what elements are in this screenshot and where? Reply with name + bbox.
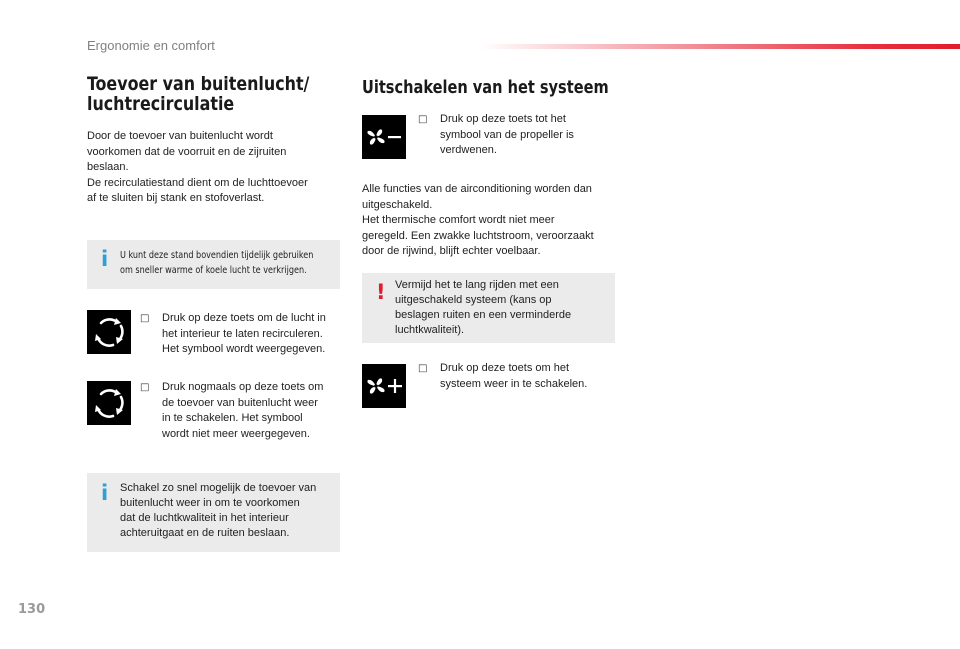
text-line: Het symbool wordt weergegeven. bbox=[162, 343, 326, 355]
left-heading bbox=[87, 74, 320, 114]
fan-minus-icon bbox=[362, 115, 406, 159]
fan-plus-icon bbox=[362, 364, 406, 408]
info-box-temporary-use bbox=[87, 240, 340, 289]
text-line: om sneller warme of koele lucht te verkrijgen. bbox=[120, 265, 307, 276]
text-line: Vermijd het te lang rijden met een bbox=[395, 279, 559, 291]
checkbox-bullet-icon: □ bbox=[418, 114, 428, 125]
text-line: beslaan. bbox=[87, 161, 129, 173]
text-line: geregeld. Een zwakke luchtstroom, veroorzaakt bbox=[362, 229, 594, 242]
checkbox-bullet-icon: □ bbox=[140, 313, 150, 324]
text-line: uitgeschakeld. bbox=[362, 198, 433, 211]
text-line: luchtkwaliteit). bbox=[395, 324, 465, 336]
text-line: verdwenen. bbox=[440, 144, 497, 156]
info-icon: i bbox=[101, 247, 109, 271]
text-line: Alle functies van de airconditioning worden dan bbox=[362, 183, 592, 195]
warning-icon: ! bbox=[376, 280, 386, 304]
info-box-text bbox=[120, 248, 313, 278]
text-line: wordt niet meer weergegeven. bbox=[162, 427, 310, 440]
text-line: dat de luchtkwaliteit in het interieur bbox=[120, 512, 289, 524]
text-line: in te schakelen. Het symbool bbox=[162, 412, 303, 424]
text-line: Druk nogmaals op deze toets om bbox=[162, 381, 324, 393]
info-box-outside-air bbox=[87, 473, 340, 552]
text-line: Door de toevoer van buitenlucht wordt bbox=[87, 130, 273, 142]
info-icon: i bbox=[101, 481, 109, 505]
text-line: De recirculatiestand dient om de luchttoevoer bbox=[87, 176, 308, 189]
text-line: het interieur te laten recirculeren. bbox=[162, 327, 323, 340]
text-line: buitenlucht weer in om te voorkomen bbox=[120, 497, 300, 509]
header-accent-rule bbox=[480, 44, 960, 49]
step-system-on bbox=[418, 361, 587, 392]
fan-off-button-icon bbox=[362, 115, 406, 159]
text-line: door de rijwind, blijft echter voelbaar. bbox=[362, 245, 541, 257]
page-number: 130 bbox=[18, 602, 46, 617]
checkbox-bullet-icon: □ bbox=[418, 363, 428, 374]
checkbox-bullet-icon: □ bbox=[140, 382, 150, 393]
step-recirculate-on bbox=[140, 311, 326, 358]
text-line: af te sluiten bij stank en stofoverlast. bbox=[87, 192, 265, 204]
right-heading-line: Uitschakelen van het systeem bbox=[362, 77, 609, 98]
text-line: voorkomen dat de voorruit en de zijruiten bbox=[87, 145, 287, 158]
right-heading bbox=[362, 78, 609, 98]
section-title: Ergonomie en comfort bbox=[87, 38, 215, 53]
text-line: systeem weer in te schakelen. bbox=[440, 377, 588, 390]
recirculation-icon bbox=[87, 310, 131, 354]
text-line: Schakel zo snel mogelijk de toevoer van bbox=[120, 482, 317, 494]
left-intro-paragraph bbox=[87, 129, 308, 207]
left-heading-line: Toevoer van buitenlucht/ bbox=[87, 73, 310, 95]
warning-box bbox=[362, 273, 615, 343]
recirculation-button-icon bbox=[87, 381, 131, 425]
text-line: U kunt deze stand bovendien tijdelijk gebruiken bbox=[120, 250, 314, 261]
recirculation-icon bbox=[87, 381, 131, 425]
info-box-text bbox=[120, 481, 316, 541]
recirculation-button-icon bbox=[87, 310, 131, 354]
right-body-paragraph bbox=[362, 182, 594, 260]
text-line: Druk op deze toets om de lucht in bbox=[162, 312, 326, 324]
text-line: Druk op deze toets om het bbox=[440, 362, 570, 374]
text-line: Druk op deze toets tot het bbox=[440, 113, 566, 125]
text-line: beslagen ruiten en een verminderde bbox=[395, 309, 572, 321]
fan-on-button-icon bbox=[362, 364, 406, 408]
text-line: achteruitgaat en de ruiten beslaan. bbox=[120, 527, 290, 539]
left-heading-line: luchtrecirculatie bbox=[87, 93, 235, 115]
text-line: Het thermische comfort wordt niet meer bbox=[362, 214, 555, 226]
step-system-off bbox=[418, 112, 574, 159]
warning-box-text bbox=[395, 278, 571, 338]
text-line: symbool van de propeller is bbox=[440, 128, 574, 141]
text-line: de toevoer van buitenlucht weer bbox=[162, 396, 318, 409]
text-line: uitgeschakeld systeem (kans op bbox=[395, 294, 552, 306]
step-recirculate-off bbox=[140, 380, 323, 442]
